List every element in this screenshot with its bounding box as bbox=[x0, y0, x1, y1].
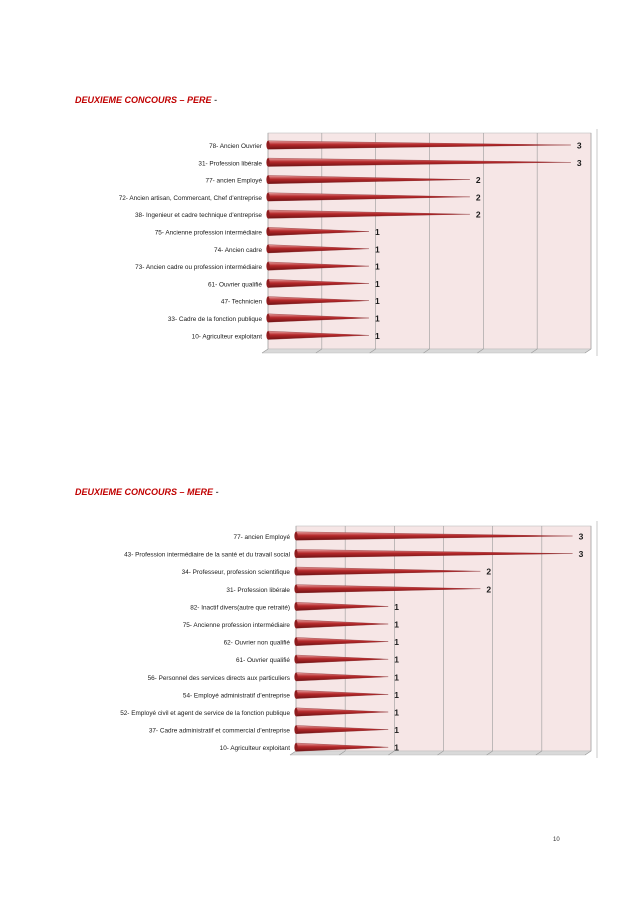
data-label: 1 bbox=[394, 601, 399, 612]
heading-suffix: - bbox=[211, 95, 218, 105]
bar-cone-base bbox=[266, 331, 269, 339]
bar-cone-base bbox=[266, 262, 269, 270]
data-label: 1 bbox=[374, 296, 380, 307]
bar-cone-base bbox=[266, 297, 269, 305]
bar-cone-base bbox=[266, 245, 269, 253]
heading-suffix: - bbox=[213, 487, 219, 497]
bar-cone-base bbox=[266, 141, 269, 149]
bar-cone-base bbox=[294, 637, 297, 645]
bar-cone-base bbox=[294, 655, 297, 663]
category-label: 82- Inactif divers(autre que retraité) bbox=[190, 604, 290, 612]
data-label: 2 bbox=[475, 175, 481, 186]
bar-cone-base bbox=[266, 210, 269, 218]
bar-cone-base bbox=[294, 690, 297, 698]
category-label: 61- Ouvrier qualifié bbox=[236, 657, 290, 665]
bar-cone-base bbox=[294, 567, 297, 575]
data-label: 1 bbox=[394, 689, 399, 700]
data-label: 1 bbox=[374, 313, 380, 324]
category-label: 38- Ingenieur et cadre technique d'entreprise bbox=[135, 212, 262, 220]
data-label: 1 bbox=[394, 654, 399, 665]
heading-text: DEUXIEME CONCOURS – MERE bbox=[75, 487, 214, 497]
data-label: 1 bbox=[374, 278, 380, 289]
data-label: 1 bbox=[394, 707, 399, 718]
chart-pere bbox=[119, 129, 597, 356]
bar-cone-base bbox=[266, 314, 269, 322]
bar-cone-base bbox=[294, 585, 297, 593]
data-label: 2 bbox=[475, 209, 481, 220]
category-label: 62- Ouvrier non qualifié bbox=[223, 639, 290, 647]
data-label: 1 bbox=[394, 725, 399, 736]
bar-cone-base bbox=[294, 532, 297, 540]
heading-text: DEUXIEME CONCOURS – PERE bbox=[75, 95, 212, 105]
category-label: 56- Personnel des services directs aux particuliers bbox=[147, 674, 290, 682]
bar-cone-base bbox=[294, 743, 297, 751]
category-label: 52- Employé civil et agent de service de la fonction publique bbox=[120, 710, 290, 717]
bar-cone-base bbox=[266, 227, 269, 235]
category-label: 47- Technicien bbox=[220, 298, 262, 306]
bar-cone-base bbox=[266, 175, 269, 183]
data-label: 2 bbox=[486, 584, 492, 595]
category-label: 31- Profession libérale bbox=[198, 160, 262, 168]
category-label: 75- Ancienne profession intermédiaire bbox=[182, 622, 290, 629]
bar-cone-base bbox=[294, 673, 297, 681]
data-label: 1 bbox=[394, 637, 399, 648]
data-label: 3 bbox=[576, 157, 582, 168]
data-label: 1 bbox=[394, 619, 399, 630]
data-label: 2 bbox=[475, 192, 481, 203]
bar-cone-base bbox=[294, 549, 297, 557]
category-label: 77- ancien Employé bbox=[205, 177, 262, 185]
category-label: 10- Agriculteur exploitant bbox=[219, 745, 290, 753]
category-label: 77- ancien Employé bbox=[233, 534, 290, 541]
category-label: 73- Ancien cadre ou profession intermédiaire bbox=[135, 264, 262, 272]
category-label: 74- Ancien cadre bbox=[214, 246, 262, 254]
data-label: 3 bbox=[576, 140, 582, 151]
page-number: 10 bbox=[553, 837, 560, 843]
bar-cone-base bbox=[294, 708, 297, 716]
data-label: 3 bbox=[578, 531, 584, 542]
bar-cone-base bbox=[294, 725, 297, 733]
data-label: 2 bbox=[486, 566, 492, 577]
category-label: 72- Ancien artisan, Commercant, Chef d'entreprise bbox=[118, 194, 262, 202]
category-label: 43- Profession intermédiaire de la santé et du travail social bbox=[124, 551, 290, 559]
data-label: 1 bbox=[374, 261, 380, 272]
data-label: 1 bbox=[374, 330, 380, 341]
bar-cone-base bbox=[266, 193, 269, 201]
category-label: 34- Professeur, profession scientifique bbox=[181, 569, 290, 577]
bar-cone-base bbox=[294, 620, 297, 628]
data-label: 3 bbox=[578, 549, 584, 560]
data-label: 1 bbox=[374, 227, 380, 237]
data-label: 1 bbox=[394, 672, 399, 683]
data-label: 1 bbox=[374, 244, 380, 255]
category-label: 78- Ancien Ouvrier bbox=[209, 143, 262, 150]
category-label: 61- Ouvrier qualifié bbox=[208, 281, 262, 289]
bar-cone-base bbox=[294, 602, 297, 610]
chart-mere bbox=[120, 521, 597, 758]
bar-cone-base bbox=[266, 279, 269, 287]
category-label: 54- Employé administratif d'entreprise bbox=[182, 692, 290, 700]
category-label: 33- Cadre de la fonction publique bbox=[167, 316, 262, 323]
bar-cone-base bbox=[266, 158, 269, 166]
category-label: 10- Agriculteur exploitant bbox=[191, 333, 262, 341]
category-label: 31- Profession libérale bbox=[226, 586, 290, 594]
data-label: 1 bbox=[394, 742, 399, 753]
category-label: 37- Cadre administratif et commercial d'entreprise bbox=[148, 727, 290, 735]
category-label: 75- Ancienne profession intermédiaire bbox=[154, 229, 262, 237]
